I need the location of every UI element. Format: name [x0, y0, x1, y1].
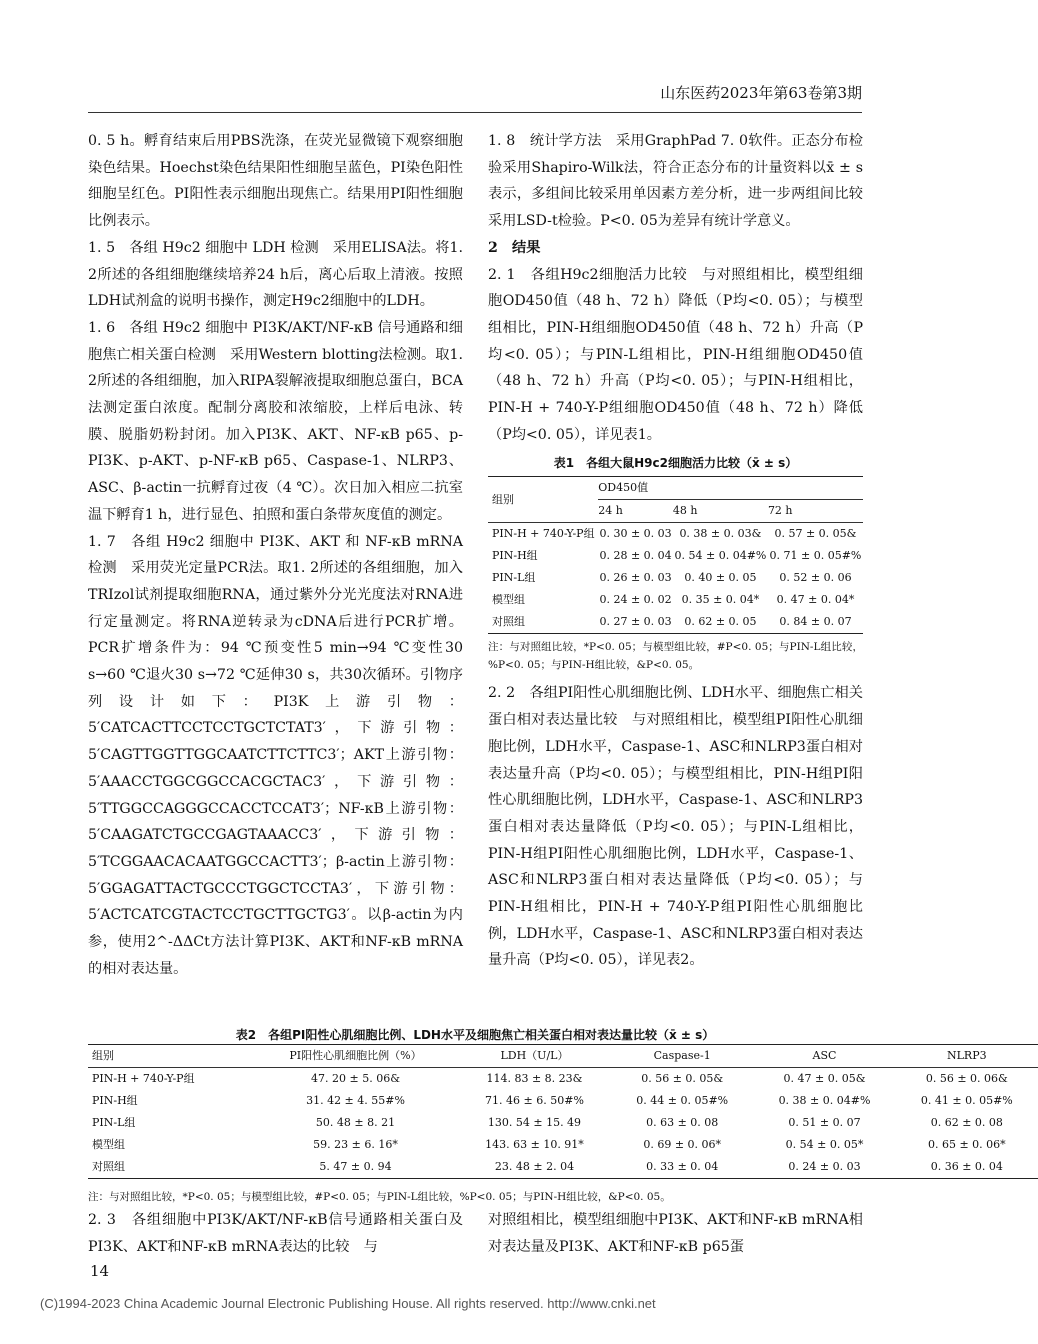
table-cell: 59. 23 ± 6. 16*	[313, 1138, 398, 1151]
left-para: 0. 5 h。孵育结束后用PBS洗涤，在荧光显微镜下观察细胞染色结果。Hoechst染色结果阳性细胞呈蓝色，PI染色阳性细胞呈红色。PI阳性表示细胞出现焦亡。结果用PI阳性细胞比例表示。	[88, 133, 463, 230]
table-cell: PIN-H组	[492, 549, 538, 563]
right-para: 2. 2 各组PI阳性心肌细胞比例、LDH水平、细胞焦亡相关蛋白相对表达量比较 与对照组相比，模型组PI阳性心肌细胞比例，LDH水平，Caspase-1、ASC和NLRP3蛋白相对表达量升高（P均<0. 05）；与模型组相比，PIN-H组PI阳性心肌细胞比例，LDH水平，Caspase-1、ASC和NLRP3蛋白相对表达量降低（P均<0. 05）；与PIN-L组相比，PIN-H组PI阳性心肌细胞比例，LDH水平，Caspase-1、ASC和NLRP3蛋白相对表达量降低（P均<0. 05）；与PIN-H组相比，PIN-H + 740-Y-P组PI阳性心肌细胞比例，LDH水平，Caspase-1、ASC和NLRP3蛋白相对表达量升高（P均<0. 05），详见表2。	[488, 685, 863, 969]
table1-od-header: OD450值	[598, 477, 863, 500]
table-cell: 0. 56 ± 0. 06&	[925, 1072, 1008, 1085]
table-cell: PIN-H + 740-Y-P组	[92, 1072, 195, 1085]
table-cell: 5. 47 ± 0. 94	[319, 1160, 392, 1173]
table-cell: 0. 54 ± 0. 04#%	[674, 549, 767, 563]
table2-header: 组别	[88, 1045, 253, 1068]
header-rule	[88, 112, 862, 113]
left-para: 1. 5 各组 H9c2 细胞中 LDH 检测 采用ELISA法。将1. 2所述的各组细胞继续培养24 h后，离心后取上清液。按照LDH试剂盒的说明书操作，测定H9c2细胞中的LDH。	[88, 239, 463, 310]
table2-note: 注：与对照组比较，*P<0. 05；与模型组比较，#P<0. 05；与PIN-L组比较，%P<0. 05；与PIN-H组比较，&P<0. 05。	[88, 1191, 671, 1203]
table-row	[488, 545, 863, 567]
table-row	[88, 1134, 1038, 1156]
table-cell: 0. 65 ± 0. 06*	[927, 1138, 1006, 1151]
table1-col: 24 h	[598, 500, 673, 523]
table1-col: 72 h	[768, 500, 863, 523]
table-cell: 0. 71 ± 0. 05#%	[769, 549, 862, 563]
left-para: 1. 7 各组 H9c2 细胞中 PI3K、AKT 和 NF-κB mRNA检测 采用荧光定量PCR法。取1. 2所述的各组细胞，加入TRIzol试剂提取细胞RNA，通过紫外分光光度法对RNA进行定量测定。将RNA逆转录为cDNA后进行PCR扩增。PCR扩增条件为：94 ℃预变性5 min→94 ℃变性30 s→60 ℃退火30 s→72 ℃延伸30 s，共30次循环。引物序列设计如下：PI3K上游引物：5′CATCACTTCCTCCTGCTCTAT3′，下游引物：5′CAGTTGGTTGGCAATCTTCTTC3′；AKT上游引物：5′AAACCTGGCGGCCACGCTAC3′，下游引物：5′TTGGCCAGGGCCACCTCCAT3′；NF-κB上游引物：5′CAAGATCTGCCGAGTAAACC3′，下游引物：5′TCGGAACACAATGGCCACTT3′；β-actin上游引物：5′GGAGATTACTGCCCTGGCTCCTA3′，下游引物：5′ACTCATCGTACTCCTGCTTGCTG3′。以β-actin为内参，使用2^-ΔΔCt方法计算PI3K、AKT和NF-κB mRNA的相对表达量。	[88, 533, 463, 977]
table-cell: 0. 41 ± 0. 05#%	[920, 1094, 1013, 1107]
table-row	[488, 611, 863, 634]
table-cell: 143. 63 ± 10. 91*	[485, 1138, 584, 1151]
table-cell: 0. 30 ± 0. 03	[599, 527, 672, 541]
table2-header: NLRP3	[896, 1045, 1038, 1068]
table2-header: PI阳性心肌细胞比例（%）	[253, 1045, 458, 1068]
table-cell: 0. 44 ± 0. 05#%	[636, 1094, 729, 1107]
table-cell: 0. 69 ± 0. 06*	[643, 1138, 722, 1151]
table-cell: PIN-H + 740-Y-P组	[492, 527, 595, 541]
table2-header: Caspase-1	[611, 1045, 753, 1068]
table-cell: 0. 40 ± 0. 05	[684, 571, 757, 585]
table1-caption: 表1 各组大鼠H9c2细胞活力比较（x̄ ± s）	[553, 456, 798, 471]
table-cell: 0. 24 ± 0. 02	[599, 593, 672, 607]
table-cell: PIN-L组	[492, 571, 536, 585]
table-cell: PIN-L组	[92, 1116, 136, 1129]
table-row	[488, 589, 863, 611]
table-cell: 0. 27 ± 0. 03	[599, 615, 672, 629]
table-cell: 0. 52 ± 0. 06	[779, 571, 852, 585]
table-row	[88, 1090, 1038, 1112]
running-header: 山东医药2023年第63卷第3期	[660, 84, 862, 102]
para23-left: 2. 3 各组细胞中PI3K/AKT/NF-κB信号通路相关蛋白及PI3K、AKT和NF-κB mRNA表达的比较 与	[88, 1212, 463, 1255]
table2-header: LDH（U/L）	[458, 1045, 611, 1068]
table-cell: 0. 35 ± 0. 04*	[681, 593, 760, 607]
table-cell: 0. 62 ± 0. 05	[684, 615, 757, 629]
table-cell: 0. 84 ± 0. 07	[779, 615, 852, 629]
table-cell: 0. 24 ± 0. 03	[788, 1160, 861, 1173]
table-row	[88, 1156, 1038, 1179]
table-cell: 对照组	[92, 1160, 125, 1173]
table-row	[488, 523, 863, 546]
right-para: 2. 1 各组H9c2细胞活力比较 与对照组相比，模型组细胞OD450值（48 h、72 h）降低（P均<0. 05）；与模型组相比，PIN-H组细胞OD450值（48 h、72 h）升高（P均<0. 05）；与PIN-L组相比，PIN-H组细胞OD450值（48 h、72 h）升高（P均<0. 05）；与PIN-H组相比，PIN-H + 740-Y-P组细胞OD450值（48 h、72 h）降低（P均<0. 05），详见表1。	[488, 266, 863, 443]
table1-col: 48 h	[673, 500, 768, 523]
table1-note: 注：与对照组比较，*P<0. 05；与模型组比较，#P<0. 05；与PIN-L组比较，%P<0. 05；与PIN-H组比较，&P<0. 05。	[488, 641, 863, 672]
table-cell: 0. 28 ± 0. 04	[599, 549, 672, 563]
para23-right: 对照组相比，模型组细胞中PI3K、AKT和NF-κB mRNA相对表达量及PI3K、AKT和NF-κB p65蛋	[488, 1212, 863, 1255]
table-row	[88, 1068, 1038, 1091]
right-column	[488, 128, 863, 974]
table-cell: 0. 33 ± 0. 04	[646, 1160, 719, 1173]
table-cell: 114. 83 ± 8. 23&	[486, 1072, 583, 1085]
table-cell: 71. 46 ± 6. 50#%	[485, 1094, 584, 1107]
table-cell: 130. 54 ± 15. 49	[487, 1116, 582, 1129]
table-row	[88, 1112, 1038, 1134]
table-cell: 对照组	[492, 615, 525, 629]
table-cell: 0. 38 ± 0. 04#%	[778, 1094, 871, 1107]
page-number: 14	[90, 1262, 110, 1280]
table-row	[488, 567, 863, 589]
table1	[488, 476, 863, 634]
table-cell: 0. 57 ± 0. 05&	[774, 527, 857, 541]
table2-header: ASC	[753, 1045, 895, 1068]
table-cell: 0. 63 ± 0. 08	[646, 1116, 719, 1129]
section-heading: 2 结果	[488, 239, 541, 256]
right-para: 1. 8 统计学方法 采用GraphPad 7. 0软件。正态分布检验采用Shapiro-Wilk法，符合正态分布的计量资料以x̄ ± s表示，多组间比较采用单因素方差分析，进一步两组间比较采用LSD-t检验。P<0. 05为差异有统计学意义。	[488, 133, 863, 230]
table-cell: PIN-H组	[92, 1094, 138, 1107]
table2	[88, 1044, 1038, 1179]
table-cell: 0. 38 ± 0. 03&	[679, 527, 762, 541]
table-cell: 0. 47 ± 0. 04*	[776, 593, 855, 607]
left-column	[88, 128, 463, 983]
table-cell: 模型组	[492, 593, 525, 607]
table-cell: 50. 48 ± 8. 21	[315, 1116, 396, 1129]
table-cell: 0. 56 ± 0. 05&	[641, 1072, 724, 1085]
table-cell: 47. 20 ± 5. 06&	[311, 1072, 400, 1085]
table-cell: 0. 62 ± 0. 08	[930, 1116, 1003, 1129]
table-cell: 0. 51 ± 0. 07	[788, 1116, 861, 1129]
table1-group-header: 组别	[488, 477, 598, 523]
footer-copyright: (C)1994-2023 China Academic Journal Electronic Publishing House. All rights reserved. http://www.cnki.net	[40, 1296, 656, 1311]
table-cell: 23. 48 ± 2. 04	[494, 1160, 575, 1173]
table-cell: 0. 54 ± 0. 05*	[785, 1138, 864, 1151]
table-cell: 0. 47 ± 0. 05&	[783, 1072, 866, 1085]
table-cell: 0. 26 ± 0. 03	[599, 571, 672, 585]
table2-caption: 表2 各组PI阳性心肌细胞比例、LDH水平及细胞焦亡相关蛋白相对表达量比较（x̄ ± s）	[235, 1028, 715, 1042]
table-cell: 31. 42 ± 4. 55#%	[306, 1094, 405, 1107]
table-cell: 0. 36 ± 0. 04	[930, 1160, 1003, 1173]
table-cell: 模型组	[92, 1138, 125, 1151]
left-para: 1. 6 各组 H9c2 细胞中 PI3K/AKT/NF-κB 信号通路和细胞焦亡相关蛋白检测 采用Western blotting法检测。取1. 2所述的各组细胞，加入RIPA裂解液提取细胞总蛋白，BCA法测定蛋白浓度。配制分离胶和浓缩胶，上样后电泳、转膜、脱脂奶粉封闭。加入PI3K、AKT、NF-κB p65、p-PI3K、p-AKT、p-NF-κB p65、Caspase-1、NLRP3、ASC、β-actin一抗孵育过夜（4 ℃）。次日加入相应二抗室温下孵育1 h，进行显色、拍照和蛋白条带灰度值的测定。	[88, 319, 463, 523]
